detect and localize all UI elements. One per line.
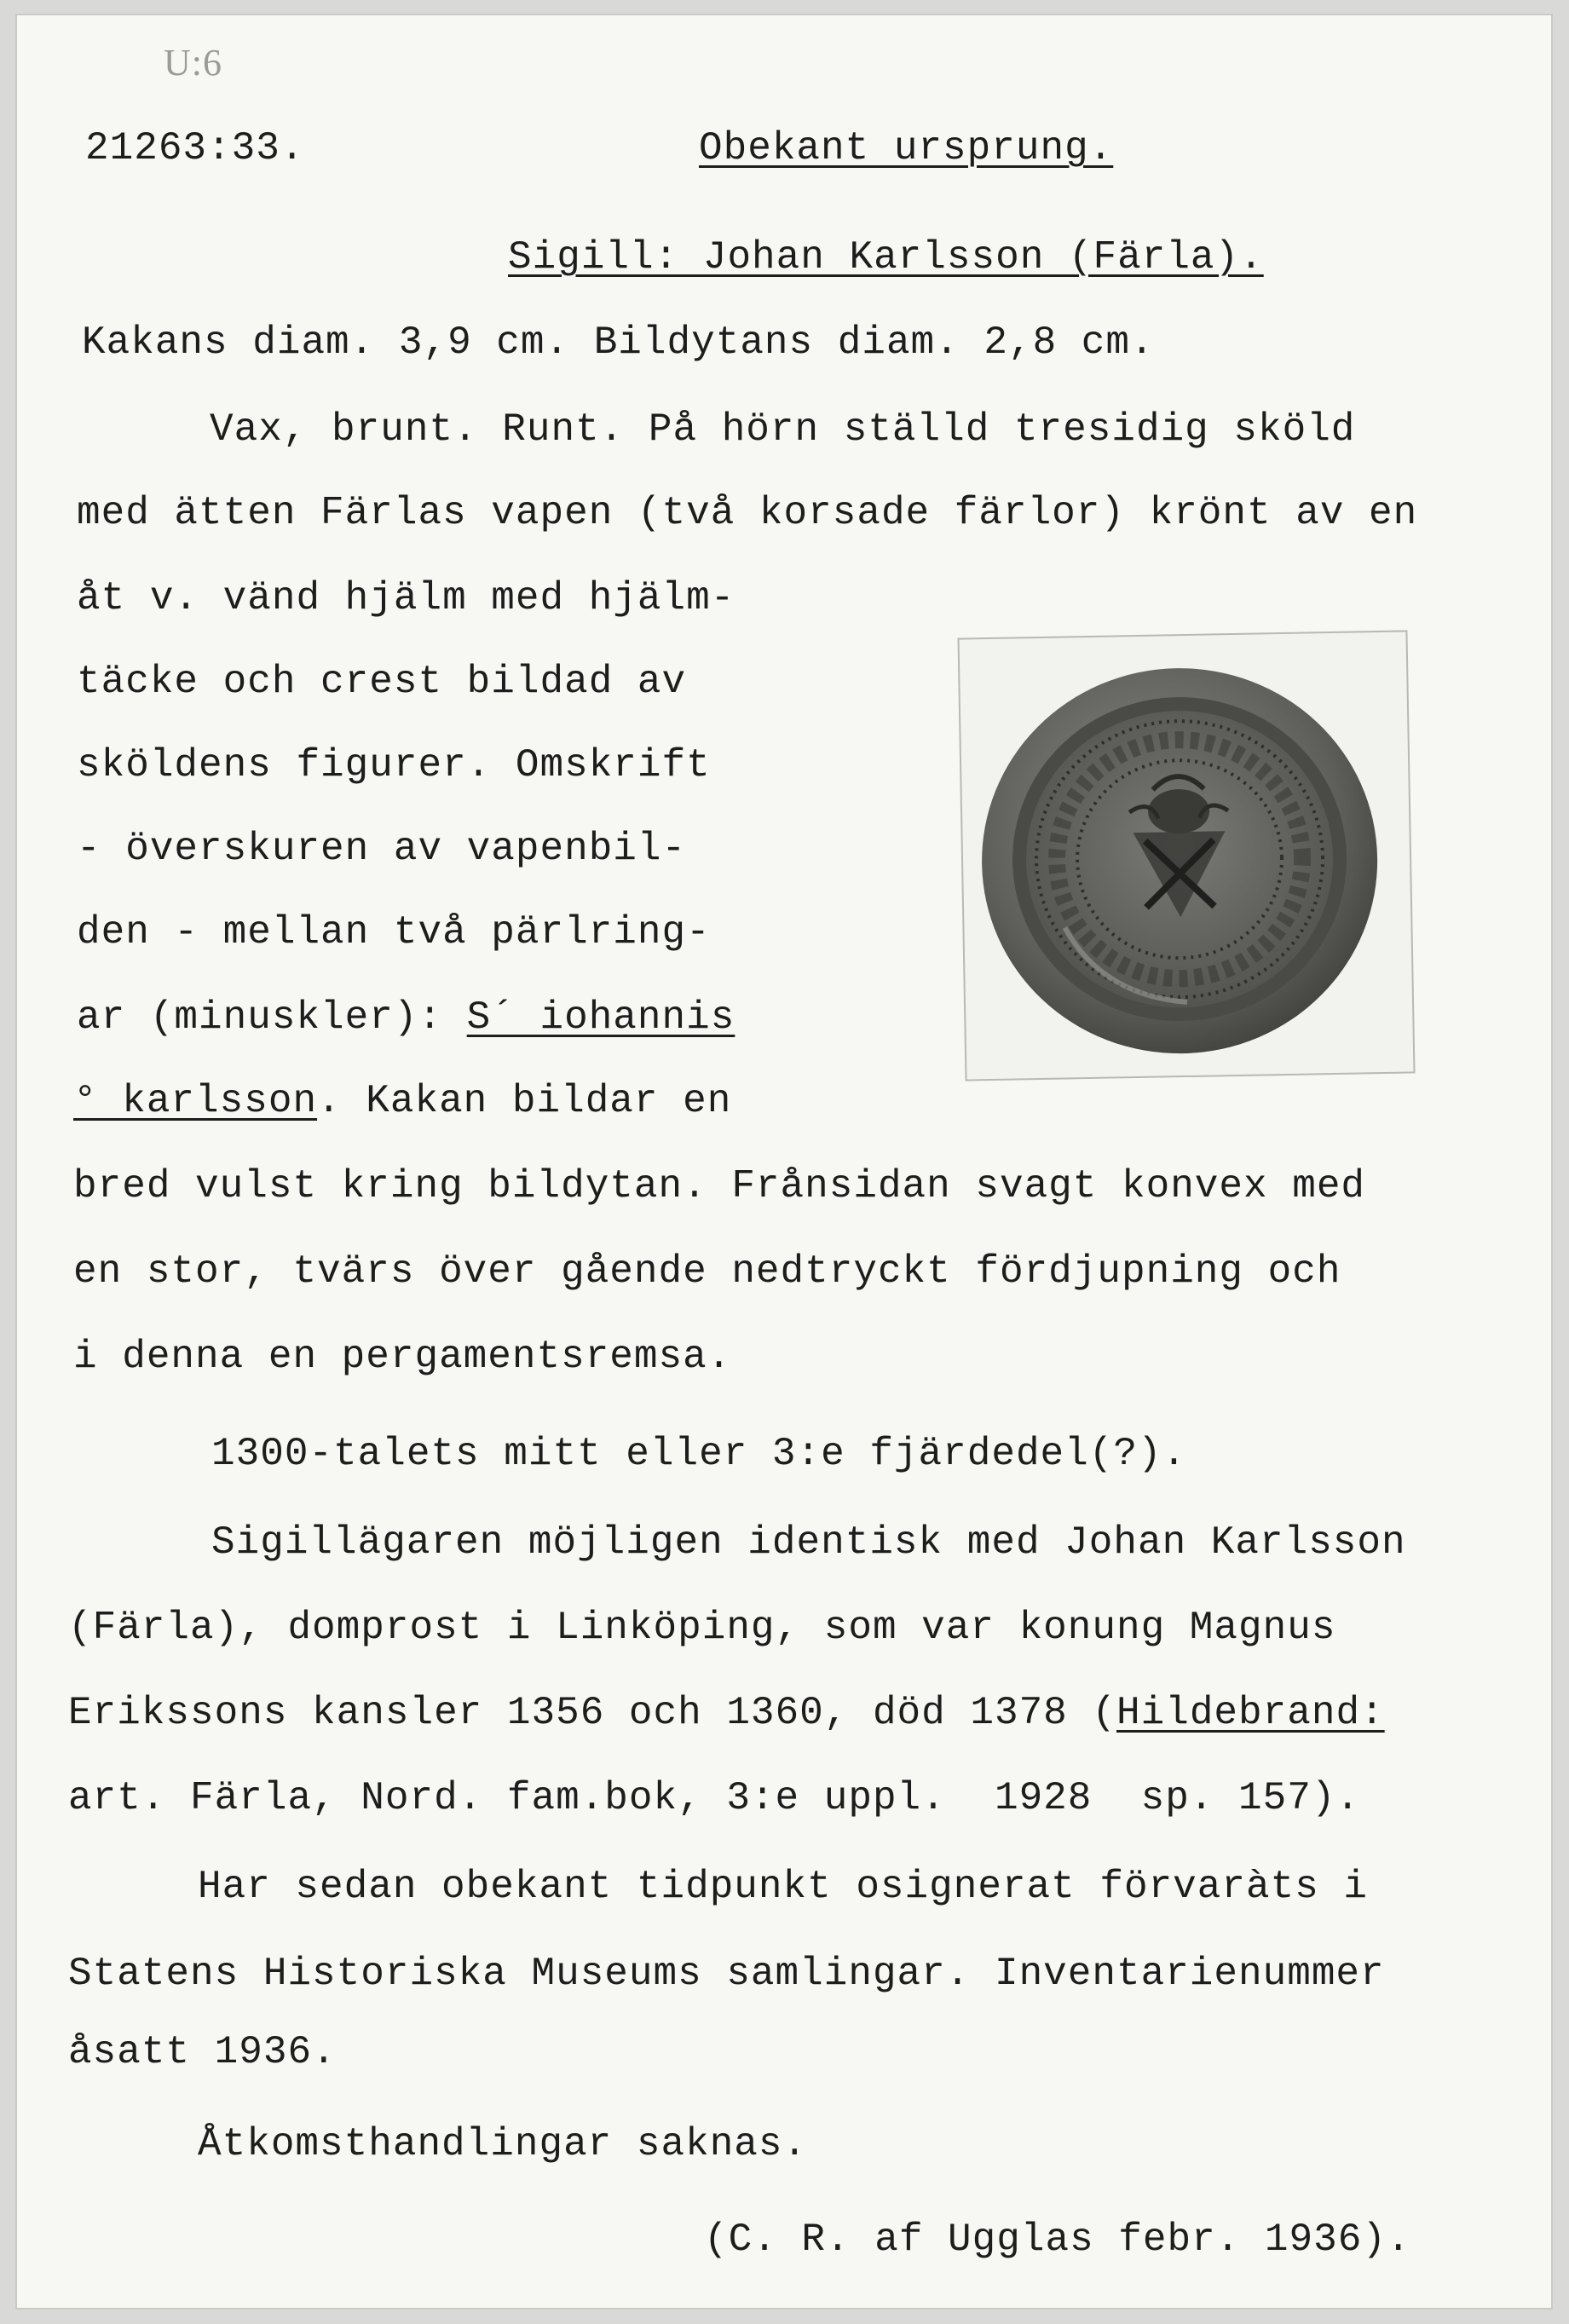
origin-heading: Obekant ursprung.: [699, 126, 1114, 170]
text-line-17-a: Erikssons kansler 1356 och 1360, död 1378 (: [68, 1691, 1116, 1735]
seal-image: [960, 631, 1414, 1079]
catalog-number: 21263:33.: [85, 126, 305, 170]
text-line-16: (Färla), domprost i Linköping, som var konung Magnus: [68, 1606, 1336, 1650]
text-line-3: med ätten Färlas vapen (två korsade färlor) krönt av en: [77, 491, 1418, 535]
seal-photograph: [958, 630, 1416, 1081]
text-line-10: [73, 1077, 731, 1125]
text-line-19: Har sedan obekant tidpunkt osignerat förvaràts i: [198, 1865, 1369, 1909]
text-line-7: - överskuren av vapenbil-: [77, 827, 687, 871]
text-line-4: åt v. vänd hjälm med hjälm-: [77, 576, 735, 620]
text-line-20: Statens Historiska Museums samlingar. Inventarienummer: [68, 1952, 1385, 1996]
text-line-9: [77, 994, 735, 1041]
text-line-2: Vax, brunt. Runt. På hörn ställd tresidig sköld: [210, 407, 1356, 452]
signature-line: (C. R. af Ugglas febr. 1936).: [704, 2217, 1411, 2262]
reference-author: Hildebrand:: [1116, 1691, 1385, 1735]
legend-text-1: S´ iohannis: [466, 995, 735, 1040]
text-line-11: bred vulst kring bildytan. Frånsidan svagt konvex med: [73, 1164, 1366, 1208]
text-line-5: täcke och crest bildad av: [77, 660, 687, 704]
text-line-13: i denna en pergamentsremsa.: [73, 1335, 732, 1379]
text-line-9-a: ar (minuskler):: [77, 995, 467, 1040]
pencil-marginalia: U:6: [164, 42, 222, 84]
text-line-14: 1300-talets mitt eller 3:e fjärdedel(?).: [211, 1432, 1187, 1476]
text-line-22: Åtkomsthandlingar saknas.: [198, 2122, 808, 2166]
text-line-12: en stor, tvärs över gående nedtryckt fördjupning och: [73, 1249, 1341, 1294]
text-line-15: Sigillägaren möjligen identisk med Johan Karlsson: [211, 1520, 1406, 1565]
text-line-6: sköldens figurer. Omskrift: [77, 743, 711, 787]
text-line-21: åsatt 1936.: [68, 2030, 337, 2074]
text-line-18: art. Färla, Nord. fam.bok, 3:e uppl. 1928 sp. 157).: [68, 1776, 1361, 1820]
text-line-17: [68, 1689, 1385, 1737]
seal-title: Sigill: Johan Karlsson (Färla).: [508, 235, 1264, 280]
text-line-8: den - mellan två pärlring-: [77, 910, 711, 954]
text-line-10-b: . Kakan bildar en: [317, 1079, 732, 1123]
legend-text-2: ° karlsson: [73, 1079, 318, 1123]
text-line-1: Kakans diam. 3,9 cm. Bildytans diam. 2,8 cm.: [82, 320, 1155, 365]
catalog-card: [17, 15, 1551, 2308]
